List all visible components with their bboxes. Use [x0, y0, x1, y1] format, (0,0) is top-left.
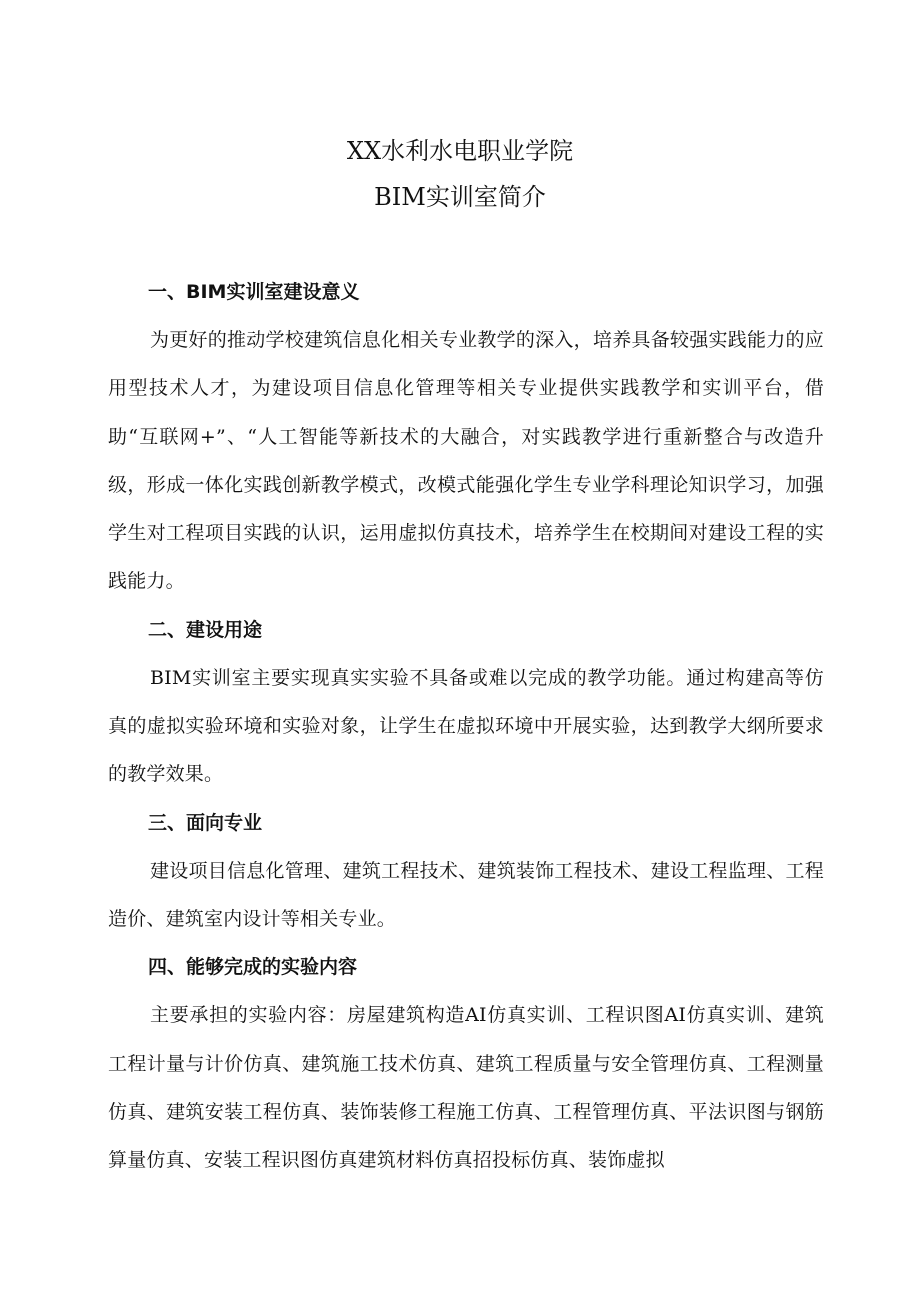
section-heading: 四、能够完成的实验内容 [148, 956, 358, 979]
section-paragraph: 建设项目信息化管理、建筑工程技术、建筑装饰工程技术、建设工程监理、工程造价、建筑室内设计等相关专业。 [108, 859, 824, 930]
section-paragraph: 为更好的推动学校建筑信息化相关专业教学的深入，培养具备较强实践能力的应用型技术人才，为建设项目信息化管理等相关专业提供实践教学和实训平台，借助“互联网+”、“人工智能等新技术的大融合，对实践教学进行重新整合与改造升级，形成一体化实践创新教学模式，改模式能强化学生专业学科理论知识学习，加强学生对工程项目实践的认识，运用虚拟仿真技术，培养学生在校期间对建设工程的实践能力。 [108, 329, 824, 593]
title-line-subject: BIM实训室简介 [374, 183, 546, 211]
section-paragraph: BIM实训室主要实现真实实验不具备或难以完成的教学功能。通过构建高等仿真的虚拟实验环境和实验对象，让学生在虚拟环境中开展实验，达到教学大纲所要求的教学效果。 [108, 666, 824, 786]
section-majors [108, 799, 824, 944]
section-experiments [108, 943, 824, 1184]
section-heading: 二、建设用途 [148, 618, 263, 641]
section-paragraph: 主要承担的实验内容：房屋建筑构造AI仿真实训、工程识图AI仿真实训、建筑工程计量与计价仿真、建筑施工技术仿真、建筑工程质量与安全管理仿真、工程测量仿真、建筑安装工程仿真、装饰装修工程施工仿真、工程管理仿真、平法识图与钢筋算量仿真、安装工程识图仿真建筑材料仿真招投标仿真、装饰虚拟 [108, 1004, 824, 1172]
document-title [0, 128, 920, 220]
section-heading: 一、BIM实训室建设意义 [148, 281, 360, 303]
title-line-institution: XX水利水电职业学院 [346, 137, 574, 165]
section-significance [108, 268, 824, 606]
document-body [108, 268, 824, 1184]
section-heading: 三、面向专业 [148, 811, 263, 834]
section-purpose [108, 606, 824, 799]
